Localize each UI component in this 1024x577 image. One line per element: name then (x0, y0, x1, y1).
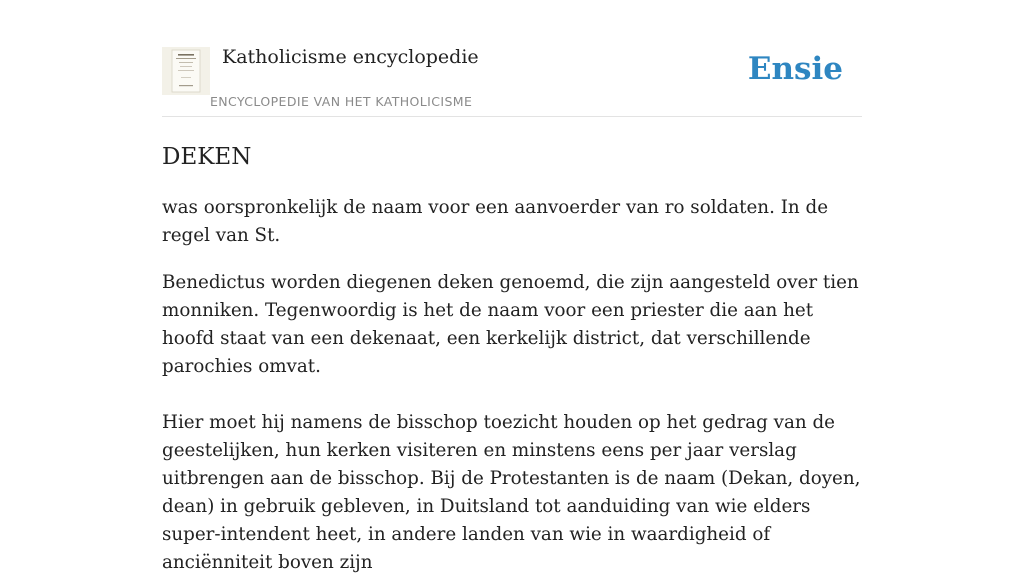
article-paragraph: Hier moet hij namens de bisschop toezicht houden op het gedrag van de geestelijken, hun kerken visiteren en minstens eens per jaar verslag uitbrengen aan de bisschop. Bij de Protestanten is de naam (Dekan, doyen, dean) in gebruik gebleven, in Duitsland tot aanduiding van wie elders super-intendent heet, in andere landen van wie in waardigheid of anciënniteit boven zijn (162, 412, 861, 573)
ensie-logo-link[interactable]: Ensie (747, 51, 843, 87)
content-column (162, 0, 862, 577)
article-paragraph: Benedictus worden diegenen deken genoemd, die zijn aangesteld over tien monniken. Tegenwoordig is het de naam voor een priester die aan het hoofd staat van een dekenaat, een kerkelijk district, dat verschillende parochies omvat. (162, 272, 859, 377)
site-subtitle: ENCYCLOPEDIE VAN HET KATHOLICISME (210, 94, 473, 109)
article-paragraph: was oorspronkelijk de naam voor een aanvoerder van ro soldaten. In de regel van St. (162, 197, 829, 246)
site-header (162, 0, 862, 117)
site-title[interactable]: Katholicisme encyclopedie (222, 46, 479, 68)
article-title: DEKEN (162, 144, 252, 170)
book-cover-icon[interactable] (162, 47, 210, 95)
